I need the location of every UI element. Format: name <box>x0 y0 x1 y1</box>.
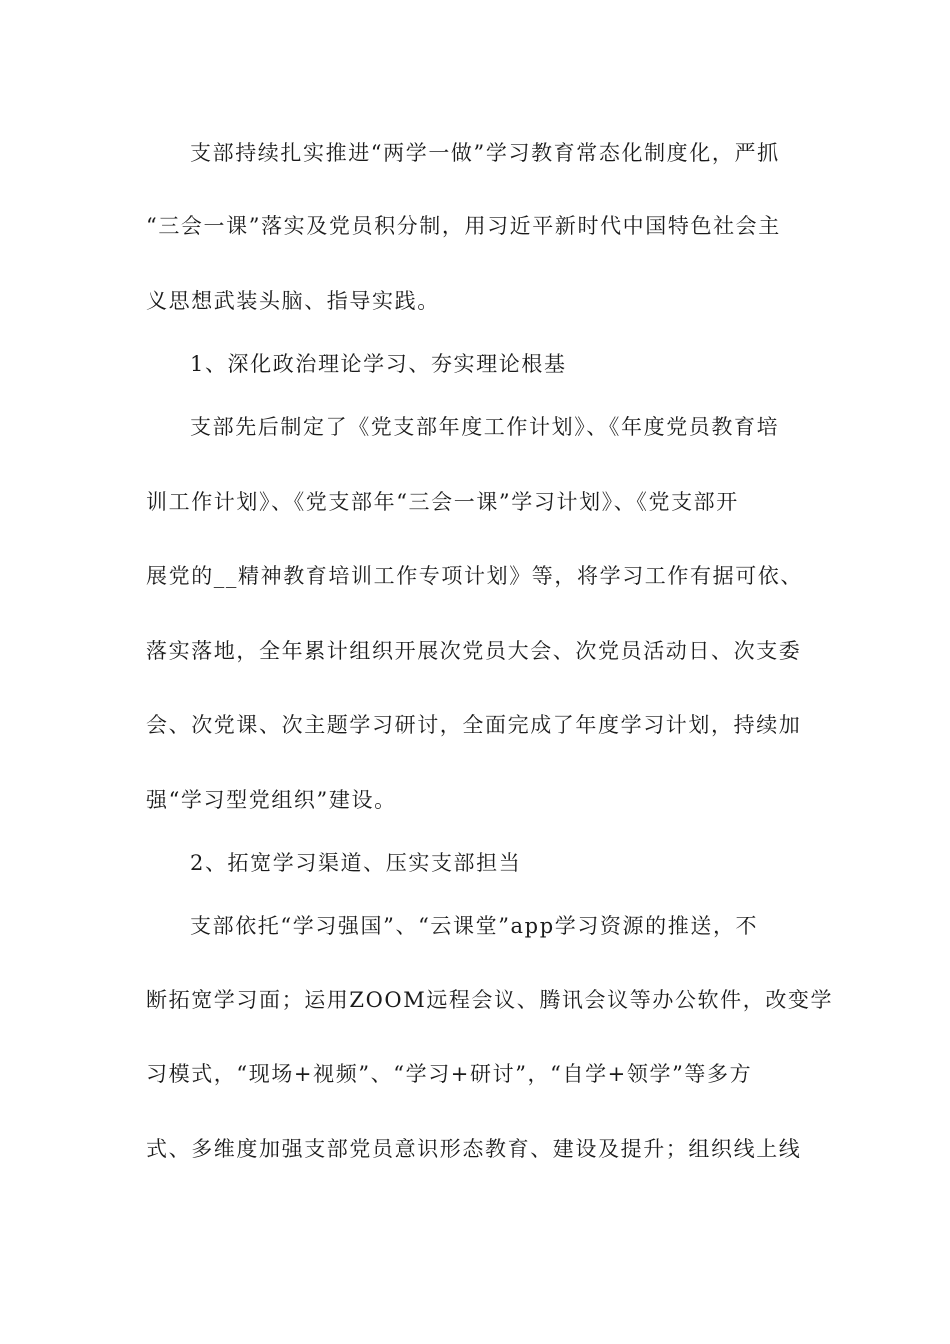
paragraph-2-line-5: 会、次党课、次主题学习研讨，全面完成了年度学习计划，持续加 <box>146 713 802 737</box>
section-heading-2: 2、拓宽学习渠道、压实支部担当 <box>190 851 522 875</box>
paragraph-3-line-3: 习模式，“现场+视频”、“学习+研讨”，“自学+领学”等多方 <box>146 1062 753 1086</box>
paragraph-2-line-2: 训工作计划》、《党支部年“三会一课”学习计划》、《党支部开 <box>146 490 739 514</box>
section-heading-1: 1、深化政治理论学习、夯实理论根基 <box>190 352 567 376</box>
paragraph-2-line-1: 支部先后制定了《党支部年度工作计划》、《年度党员教育培 <box>190 415 780 439</box>
paragraph-1-line-1: 支部持续扎实推进“两学一做”学习教育常态化制度化，严抓 <box>190 141 780 165</box>
paragraph-2-line-6: 强“学习型党组织”建设。 <box>146 788 397 812</box>
paragraph-3-line-1: 支部依托“学习强国”、“云课堂”app学习资源的推送，不 <box>190 914 759 938</box>
paragraph-2-line-4: 落实落地，全年累计组织开展次党员大会、次党员活动日、次支委 <box>146 639 802 663</box>
paragraph-2-line-3: 展党的__精神教育培训工作专项计划》等，将学习工作有据可依、 <box>146 564 803 588</box>
paragraph-1-line-2: “三会一课”落实及党员积分制，用习近平新时代中国特色社会主 <box>146 214 781 238</box>
paragraph-1-line-3: 义思想武装头脑、指导实践。 <box>146 289 440 313</box>
paragraph-3-line-2: 断拓宽学习面；运用ZOOM远程会议、腾讯会议等办公软件，改变学 <box>146 988 834 1012</box>
paragraph-3-line-4: 式、多维度加强支部党员意识形态教育、建设及提升；组织线上线 <box>146 1137 802 1161</box>
